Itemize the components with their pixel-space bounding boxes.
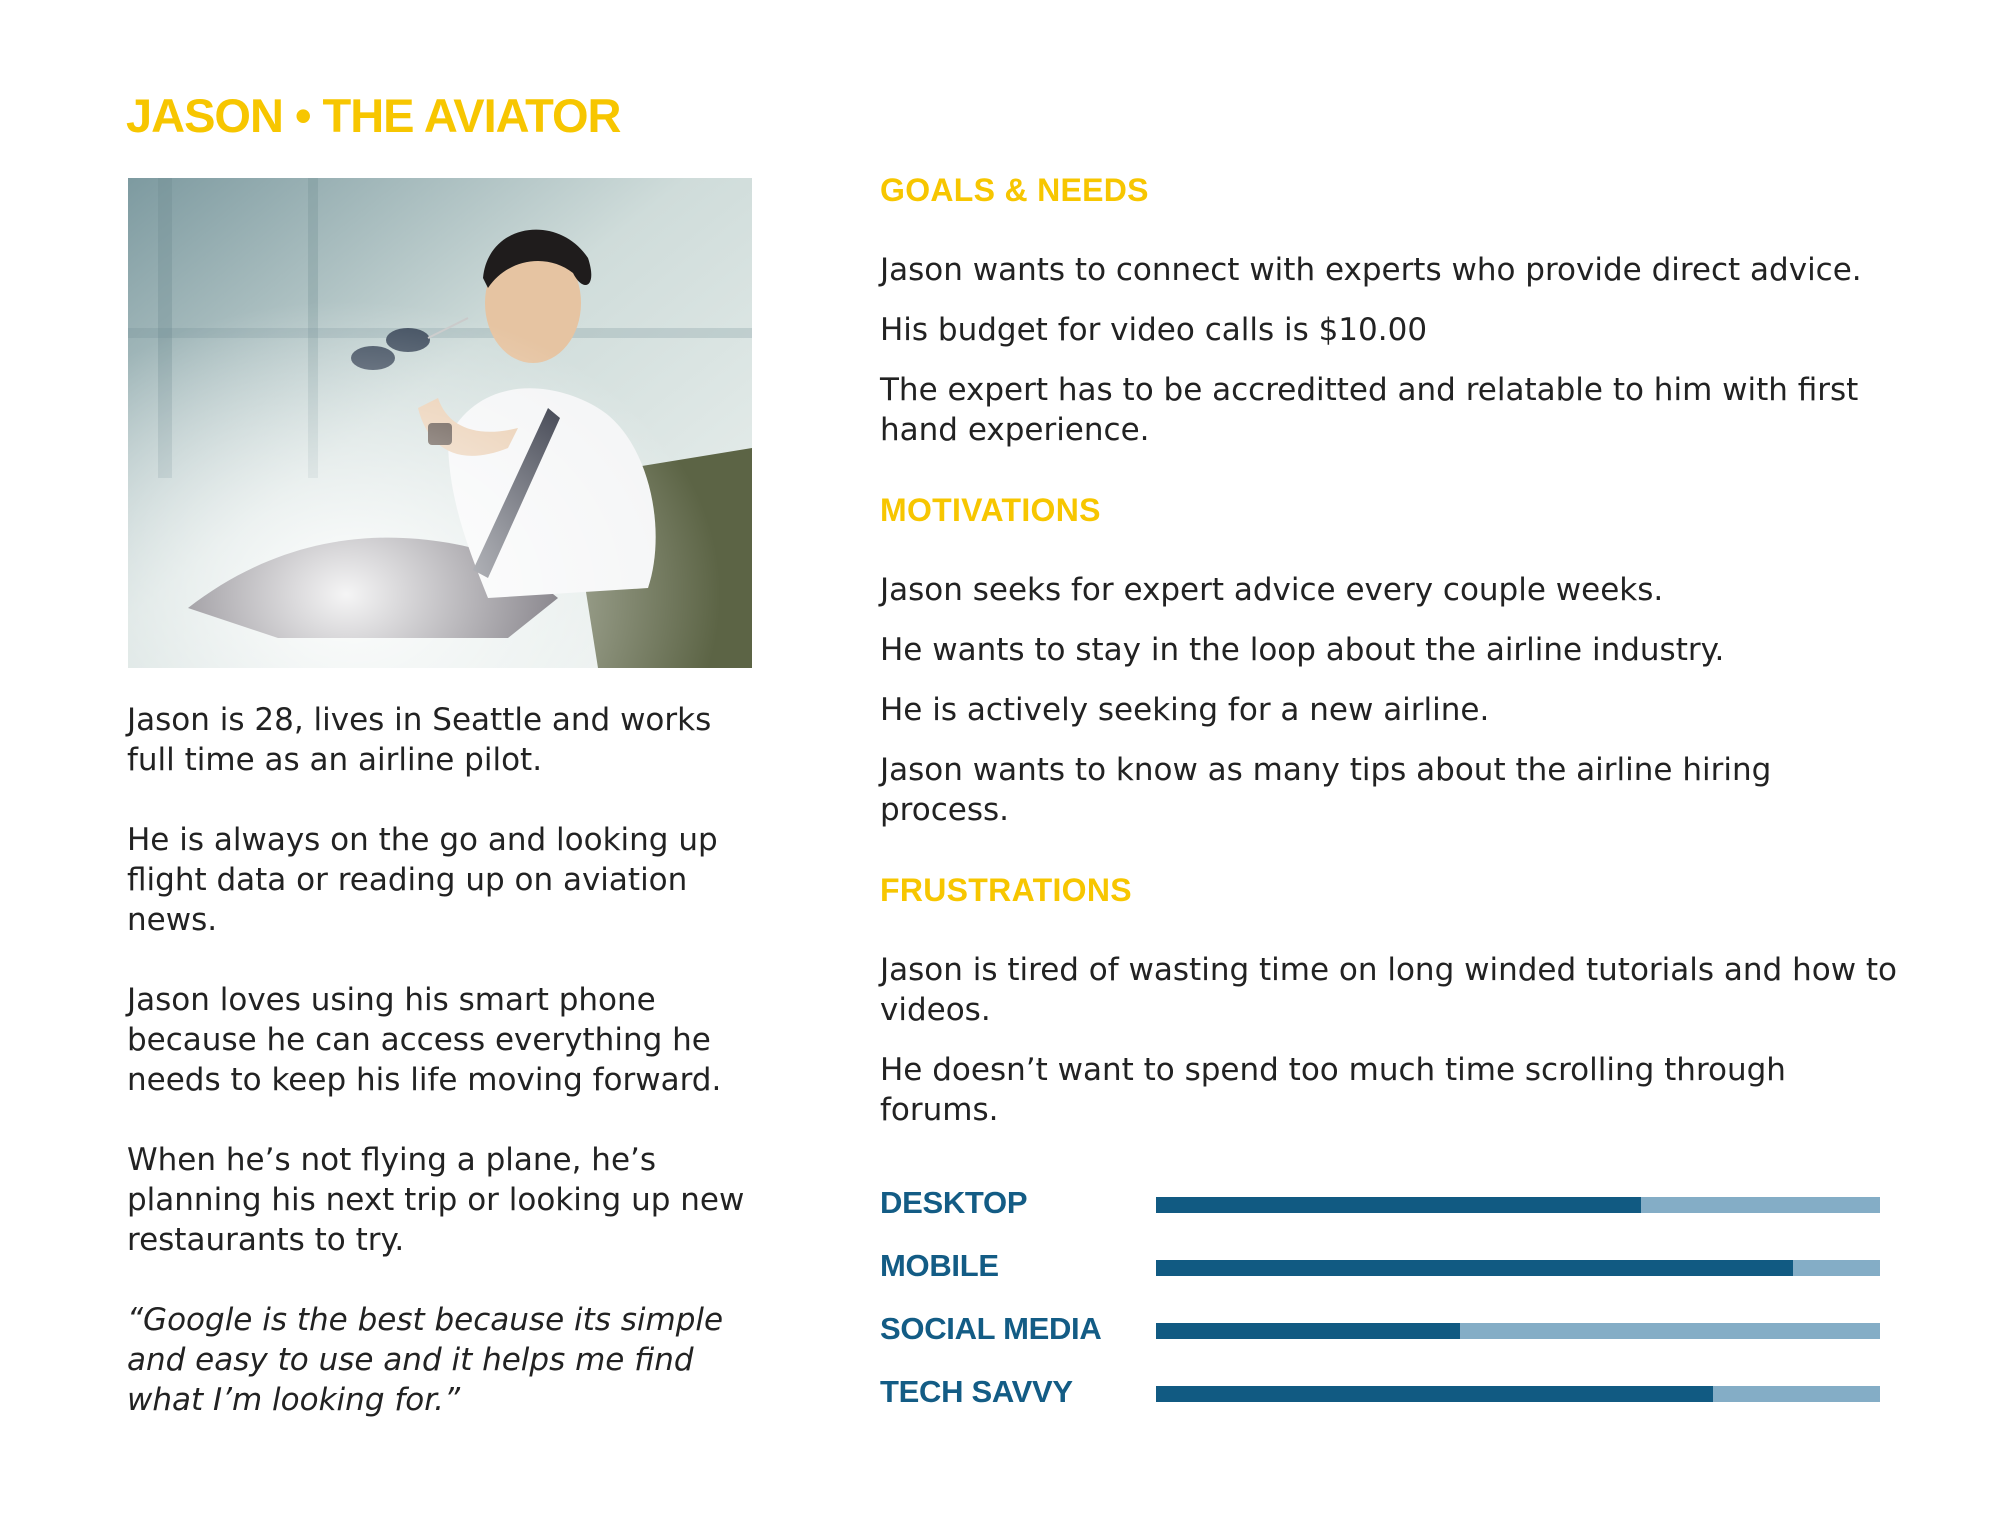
usage-metrics <box>880 1183 1880 1435</box>
metric-bar-fill <box>1156 1197 1641 1213</box>
metric-bar-track <box>1156 1197 1880 1213</box>
metric-mobile <box>880 1246 1880 1309</box>
metric-bar-track <box>1156 1323 1880 1339</box>
persona-photo <box>128 178 752 668</box>
goals-list <box>880 250 1900 450</box>
goal-item: Jason wants to connect with experts who provide direct advice. <box>880 252 1862 288</box>
motivation-item: He wants to stay in the loop about the airline industry. <box>880 632 1725 668</box>
frustrations-list <box>880 950 1900 1130</box>
persona-details <box>880 170 1900 1130</box>
bio-paragraph: When he’s not flying a plane, he’s planning his next trip or looking up new restaurants to try. <box>127 1142 745 1258</box>
motivations-heading: MOTIVATIONS <box>880 492 1101 528</box>
metric-tech-savvy <box>880 1372 1880 1435</box>
bio-paragraph: Jason loves using his smart phone because he can access everything he needs to keep his life moving forward. <box>127 982 722 1098</box>
bio-paragraph: Jason is 28, lives in Seattle and works full time as an airline pilot. <box>127 702 712 778</box>
frustrations-heading: FRUSTRATIONS <box>880 872 1132 908</box>
frustration-item: Jason is tired of wasting time on long winded tutorials and how to videos. <box>880 952 1898 1028</box>
persona-quote: “Google is the best because its simple and easy to use and it helps me find what I’m looking for.” <box>127 1302 724 1418</box>
metric-label: TECH SAVVY <box>880 1374 1073 1409</box>
persona-title: JASON • THE AVIATOR <box>126 89 621 142</box>
goals-heading: GOALS & NEEDS <box>880 172 1149 208</box>
metric-social-media <box>880 1309 1880 1372</box>
metric-bar-fill <box>1156 1323 1460 1339</box>
bio-paragraph: He is always on the go and looking up flight data or reading up on aviation news. <box>127 822 718 938</box>
goal-item: His budget for video calls is $10.00 <box>880 312 1428 348</box>
metric-bar-track <box>1156 1260 1880 1276</box>
metric-bar-fill <box>1156 1260 1793 1276</box>
motivation-item: He is actively seeking for a new airline. <box>880 692 1490 728</box>
motivation-item: Jason wants to know as many tips about the airline hiring process. <box>880 752 1772 828</box>
persona-bio <box>127 700 767 1420</box>
metric-bar-track <box>1156 1386 1880 1402</box>
frustration-item: He doesn’t want to spend too much time scrolling through forums. <box>880 1052 1786 1128</box>
motivations-list <box>880 570 1900 830</box>
metric-desktop <box>880 1183 1880 1246</box>
metric-bar-fill <box>1156 1386 1713 1402</box>
motivation-item: Jason seeks for expert advice every couple weeks. <box>880 572 1664 608</box>
metric-label: DESKTOP <box>880 1185 1028 1220</box>
metric-label: SOCIAL MEDIA <box>880 1311 1102 1346</box>
goal-item: The expert has to be accreditted and relatable to him with first hand experience. <box>880 372 1859 448</box>
metric-label: MOBILE <box>880 1248 999 1283</box>
